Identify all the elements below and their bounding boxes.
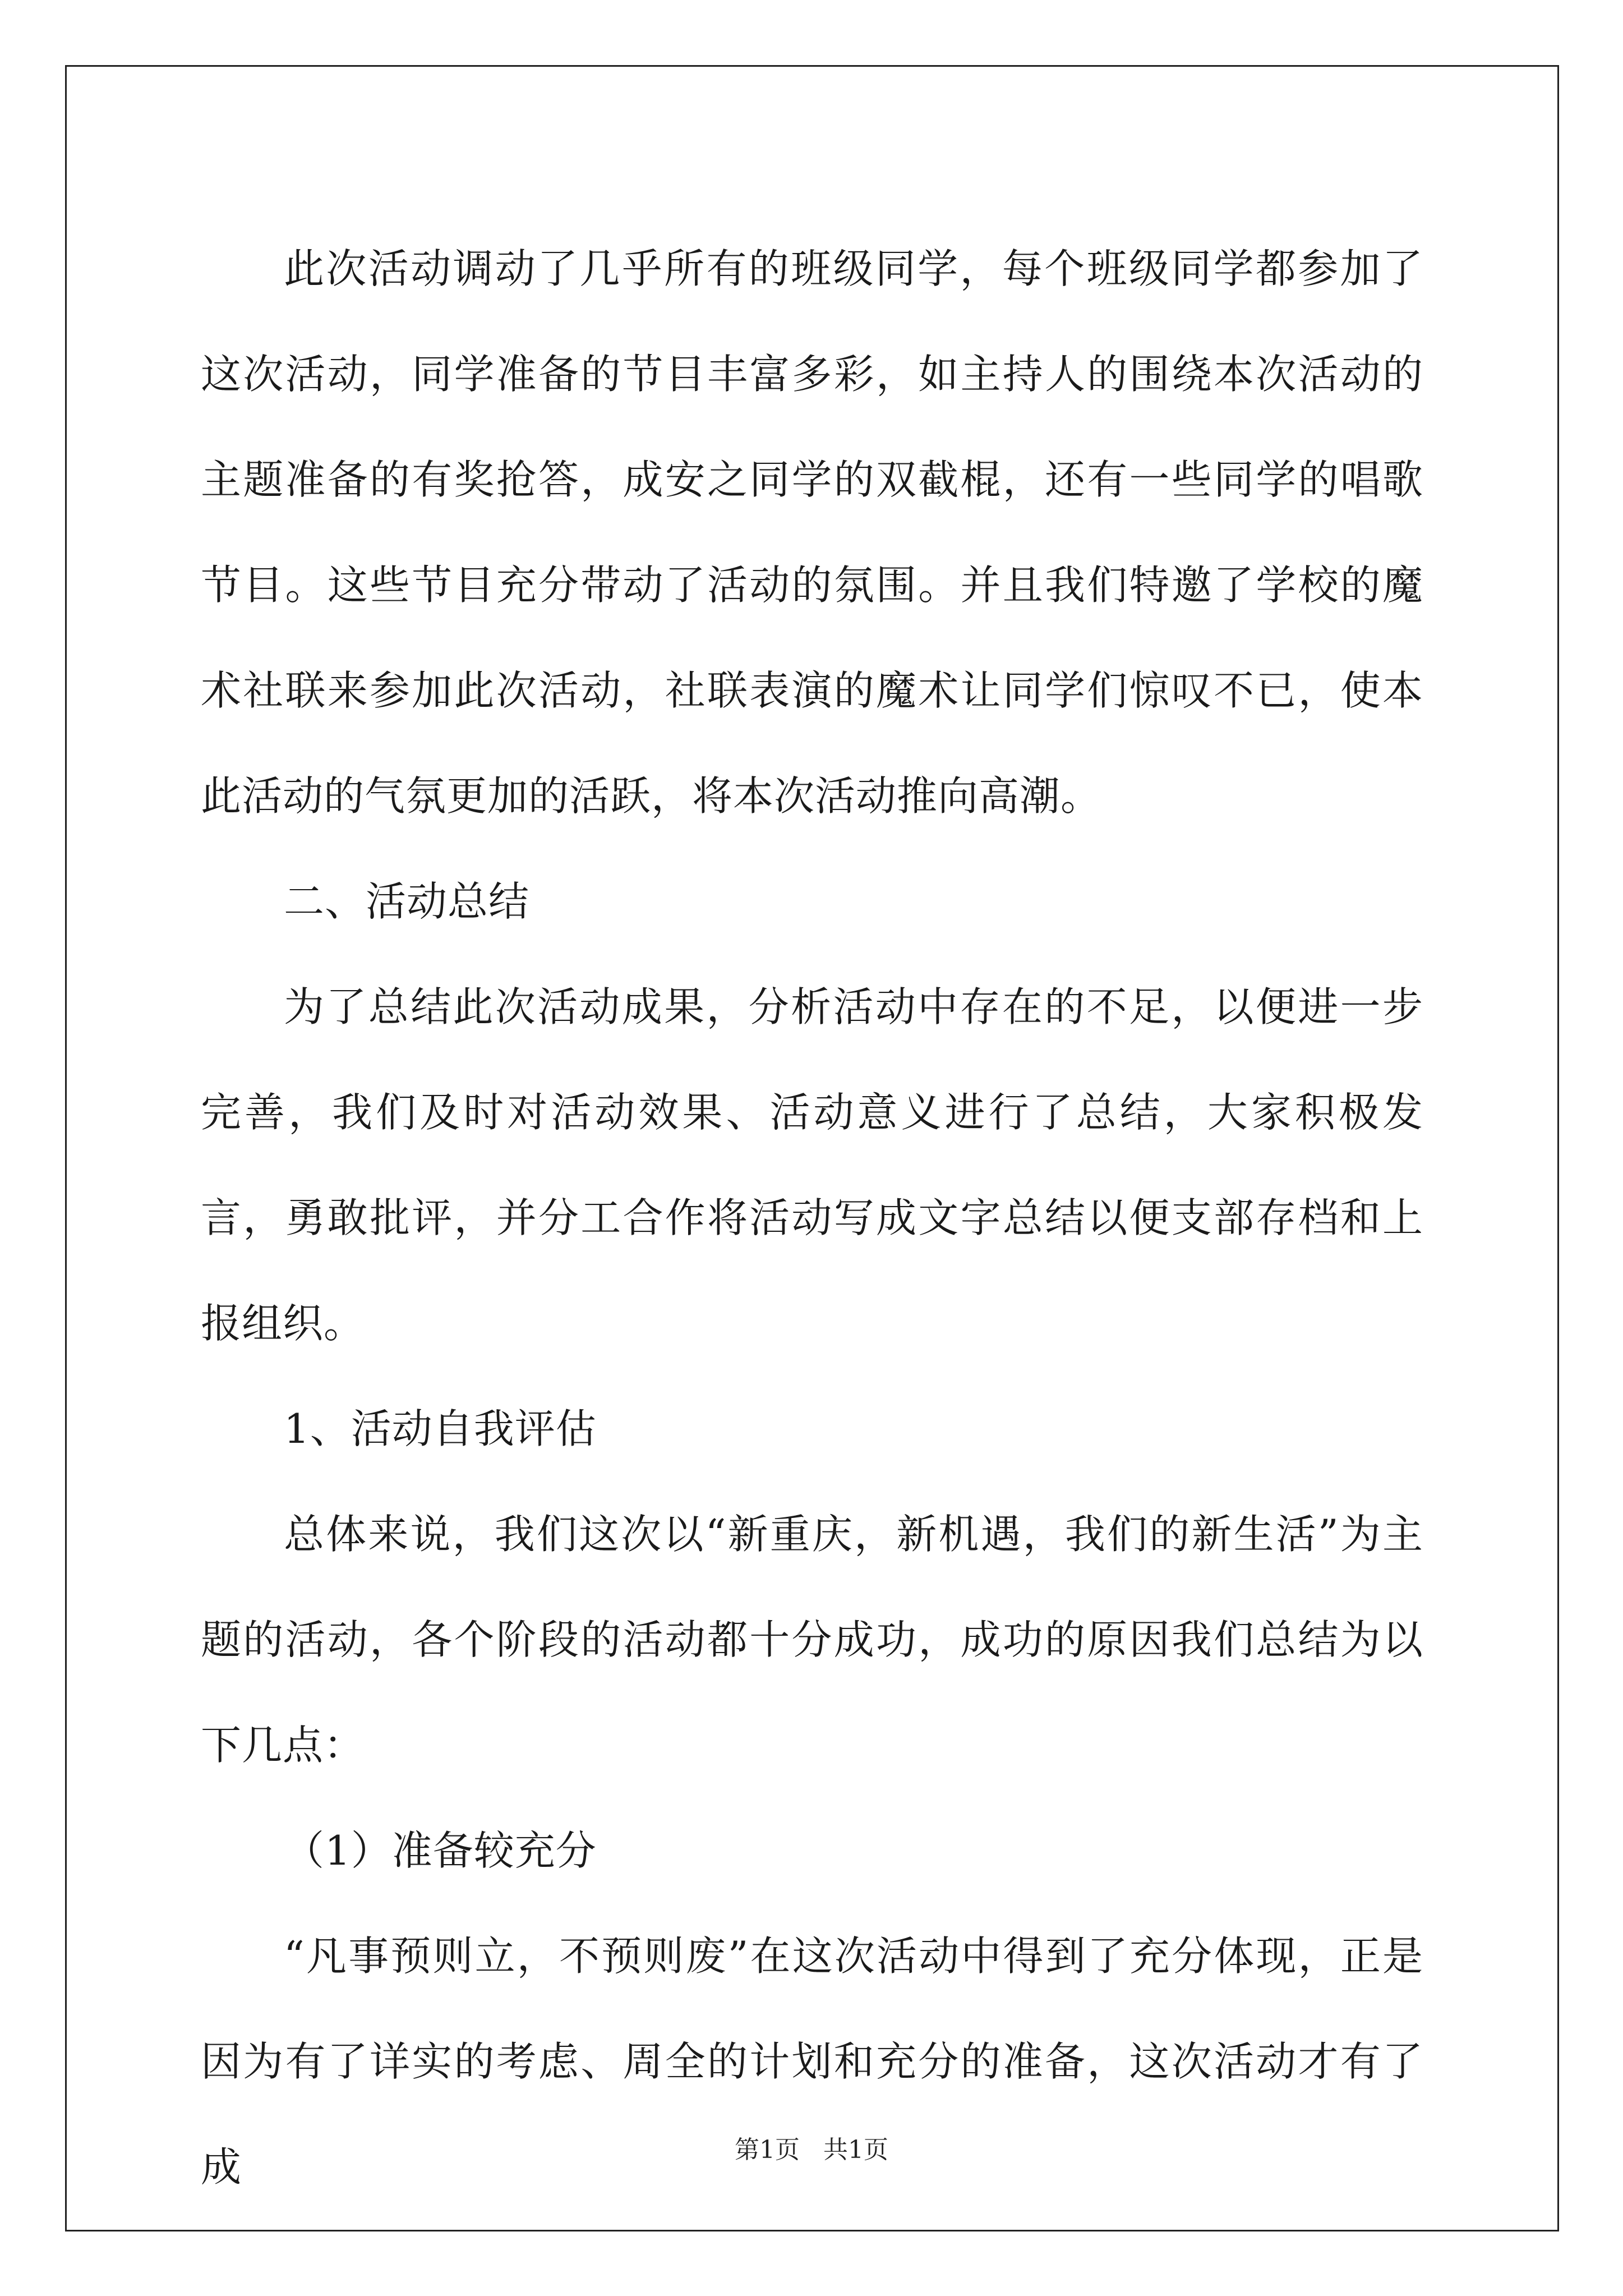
- subheading-self-evaluation: 1、活动自我评估: [284, 1405, 597, 1452]
- document-body: [201, 216, 1423, 2220]
- subheading-preparation: （1）准备较充分: [284, 1827, 597, 1874]
- footer-spacer: [800, 2136, 823, 2164]
- page-footer: [0, 2129, 1623, 2165]
- paragraph-summary: 为了总结此次活动成果，分析活动中存在的不足，以便进一步完善，我们及时对活动效果、活动意义进行了总结，大家积极发言，勇敢批评，并分工合作将活动写成文字总结以便支部存档和上报组织。: [201, 983, 1423, 1347]
- paragraph-evaluation: 总体来说，我们这次以“新重庆，新机遇，我们的新生活”为主题的活动，各个阶段的活动都十分成功，成功的原因我们总结为以下几点：: [201, 1511, 1423, 1769]
- paragraph-preparation: “凡事预则立，不预则废”在这次活动中得到了充分体现，正是因为有了详实的考虑、周全的计划和充分的准备，这次活动才有了成: [201, 1932, 1423, 2191]
- page-number: 第1页: [735, 2136, 800, 2164]
- paragraph-activity-description: 此次活动调动了几乎所有的班级同学，每个班级同学都参加了这次活动，同学准备的节目丰富多彩，如主持人的围绕本次活动的主题准备的有奖抢答，成安之同学的双截棍，还有一些同学的唱歌节目。这些节目充分带动了活动的氛围。并且我们特邀了学校的魔术社联来参加此次活动，社联表演的魔术让同学们惊叹不已，使本此活动的气氛更加的活跃，将本次活动推向高潮。: [201, 245, 1423, 820]
- section-heading-summary: 二、活动总结: [284, 878, 530, 925]
- page-total: 共1页: [823, 2136, 888, 2164]
